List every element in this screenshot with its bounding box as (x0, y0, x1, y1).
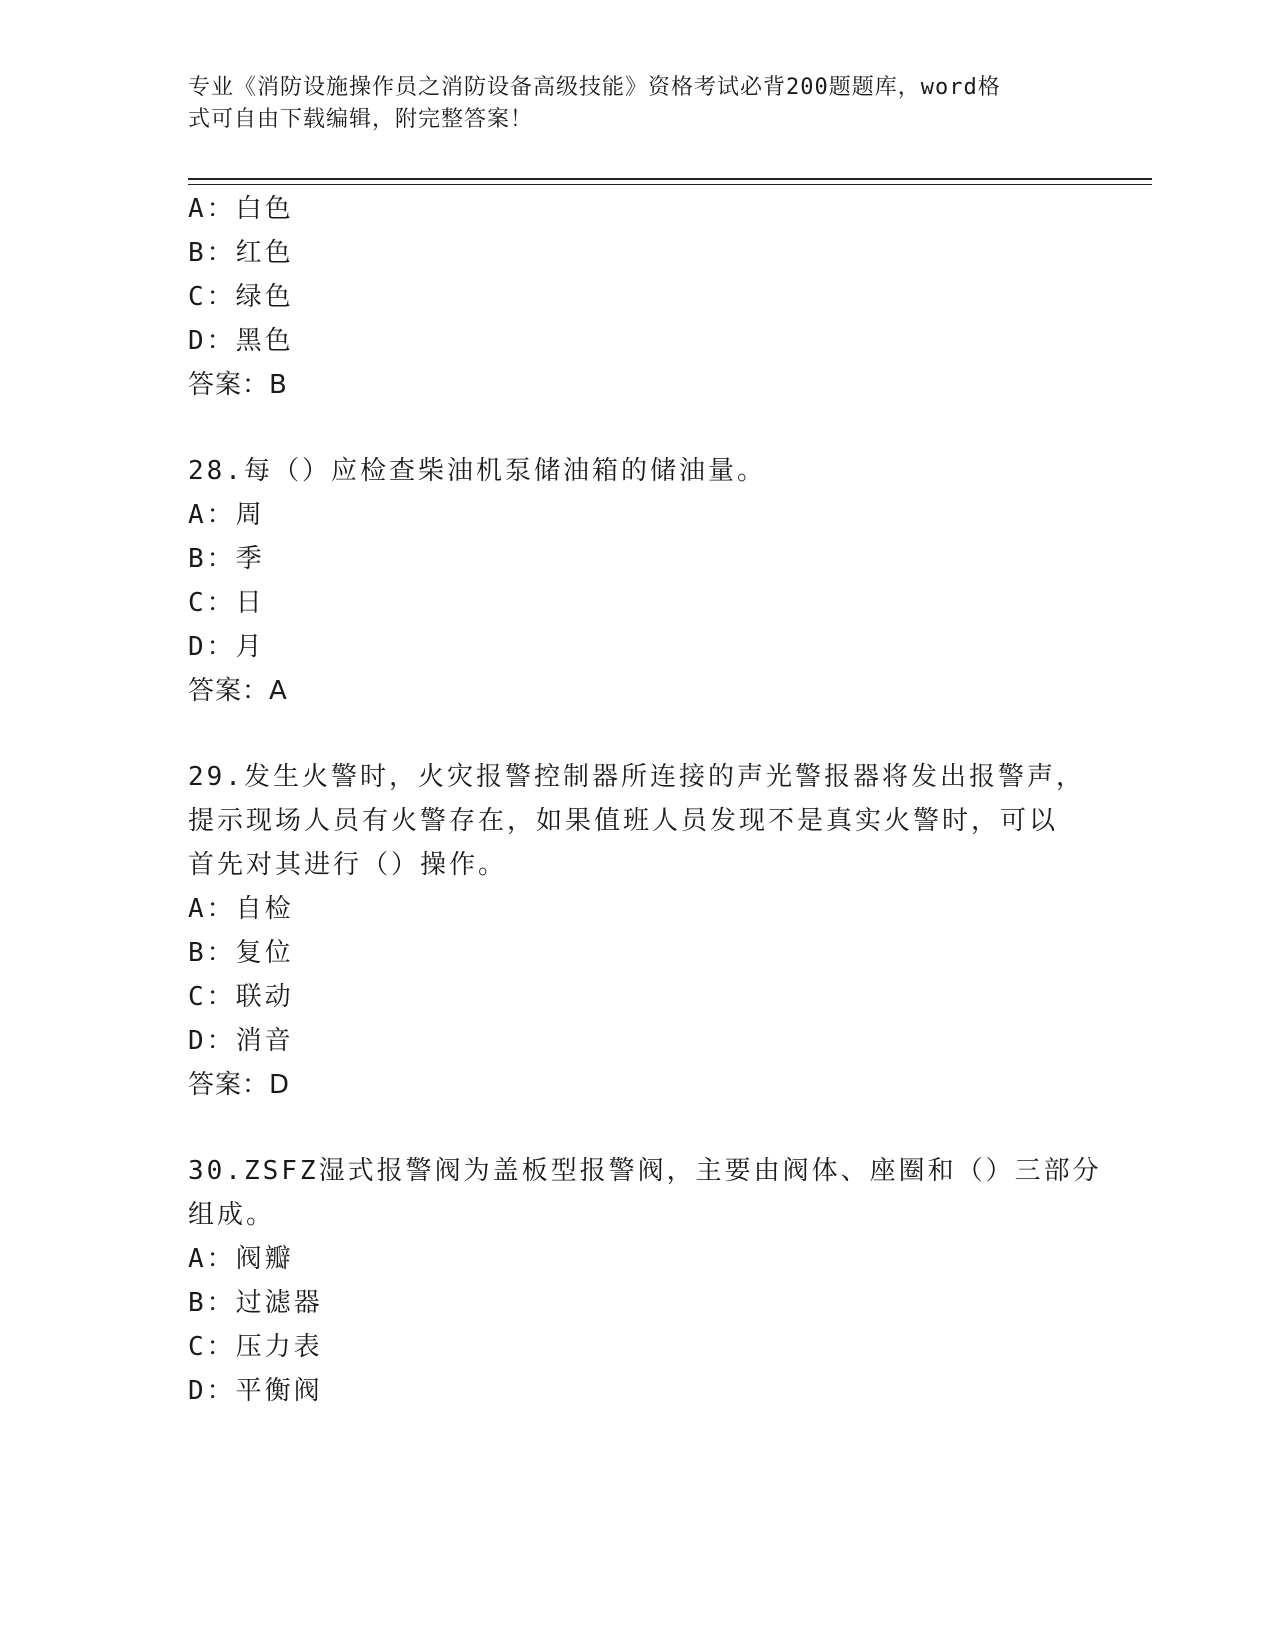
option-d: D：平衡阀 (188, 1376, 323, 1406)
option-c: C：绿色 (188, 282, 294, 312)
header-divider-thick (188, 178, 1152, 180)
document-header (188, 72, 1068, 136)
option-b: B：复位 (188, 938, 294, 968)
option-b: B：过滤器 (188, 1288, 323, 1318)
question-stem-line-2: 提示现场人员有火警存在，如果值班人员发现不是真实火警时，可以 (188, 806, 1059, 836)
answer-line: 答案：A (188, 676, 288, 706)
option-a: A：周 (188, 500, 265, 530)
answer-line: 答案：B (188, 370, 288, 400)
question-stem-line-2: 组成。 (188, 1200, 276, 1230)
option-a: A：自检 (188, 894, 294, 924)
option-b: B：季 (188, 544, 265, 574)
option-c: C：联动 (188, 982, 294, 1012)
header-divider-thin (188, 184, 1152, 185)
header-line-1: 专业《消防设施操作员之消防设备高级技能》资格考试必背200题题库，word格 (188, 75, 1001, 100)
question-stem-line-1: 29.发生火警时，火灾报警控制器所连接的声光警报器将发出报警声， (188, 762, 1085, 792)
option-d: D：黑色 (188, 326, 294, 356)
option-c: C：日 (188, 588, 265, 618)
option-d: D：消音 (188, 1026, 294, 1056)
answer-line: 答案：D (188, 1070, 291, 1100)
question-stem-line-3: 首先对其进行（）操作。 (188, 850, 508, 880)
option-d: D：月 (188, 632, 265, 662)
option-c: C：压力表 (188, 1332, 323, 1362)
option-a: A：阀瓣 (188, 1244, 294, 1274)
question-stem-line-1: 30.ZSFZ湿式报警阀为盖板型报警阀，主要由阀体、座圈和（）三部分 (188, 1156, 1102, 1186)
header-line-2: 式可自由下载编辑，附完整答案！ (188, 107, 534, 132)
option-a: A：白色 (188, 194, 294, 224)
option-b: B：红色 (188, 238, 294, 268)
question-stem: 28.每（）应检查柴油机泵储油箱的储油量。 (188, 456, 766, 486)
